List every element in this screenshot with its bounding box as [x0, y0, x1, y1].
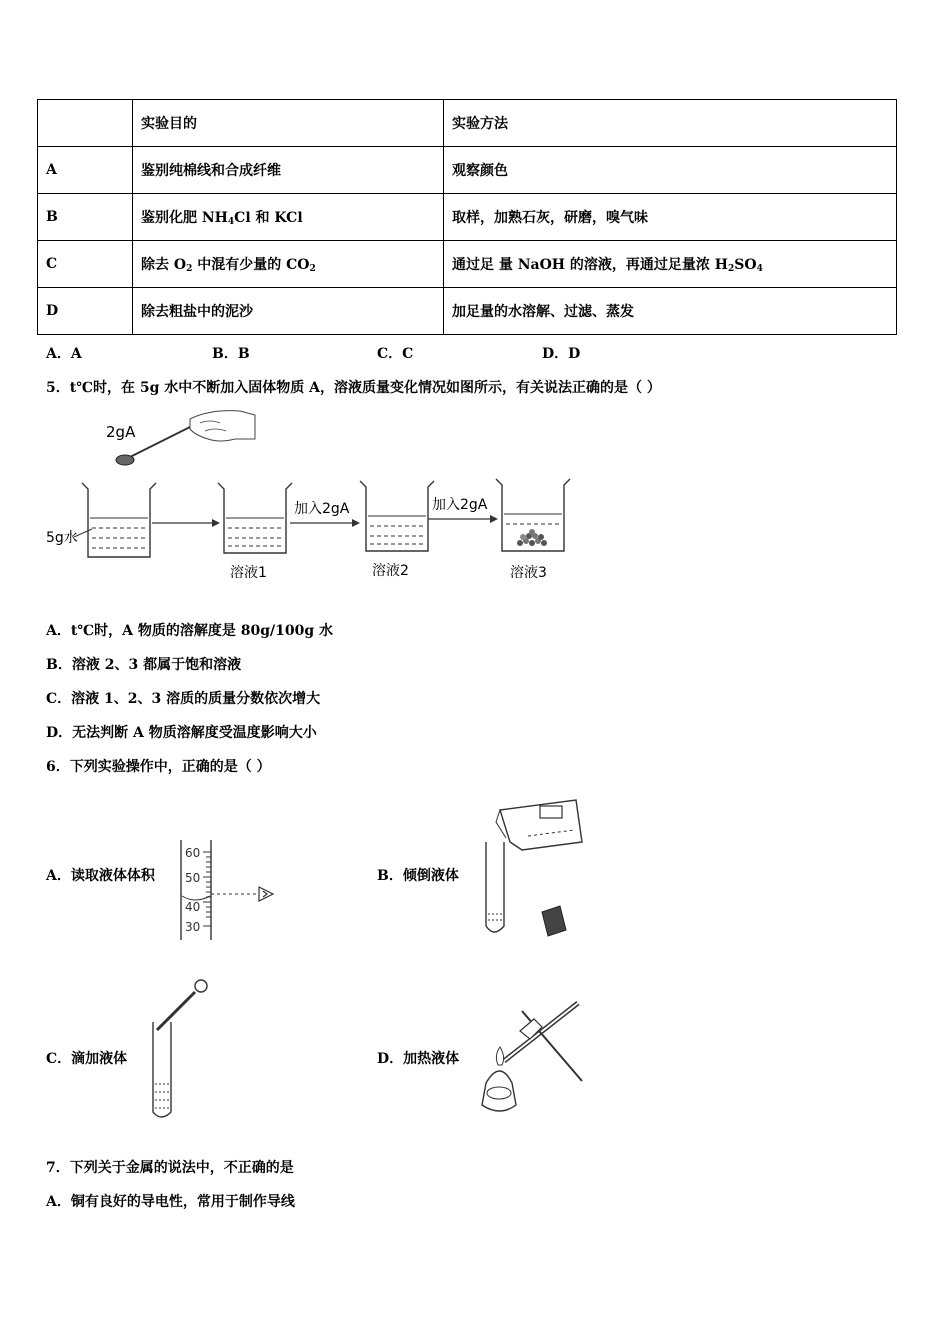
table-cell	[38, 100, 133, 147]
cylinder-tick-60: 60	[185, 846, 201, 860]
pouring-liquid-figure	[478, 796, 588, 944]
arrow-1	[152, 519, 220, 527]
solution-3-label: 溶液3	[510, 565, 547, 581]
row-method: 加足量的水溶解、过滤、蒸发	[444, 288, 897, 335]
hand-with-spoon-illustration	[116, 411, 255, 465]
flame-icon	[496, 1047, 503, 1065]
q5-option-d: D．无法判断 A 物质溶解度受温度影响大小	[46, 725, 317, 741]
eye-icon	[259, 887, 273, 901]
q5-stem: 5．t℃时，在 5g 水中不断加入固体物质 A，溶液质量变化情况如图所示，有关说法正确的是（ ）	[46, 380, 661, 396]
add-label-1: 加入2gA	[294, 501, 350, 517]
dropping-liquid-figure	[145, 978, 215, 1123]
q4-option-a: A．A	[46, 346, 82, 362]
q6-option-c: C．滴加液体	[46, 1051, 128, 1067]
table-header-method: 实验方法	[444, 100, 897, 147]
table-row	[38, 288, 897, 335]
cylinder-tick-50: 50	[185, 871, 201, 885]
q6-stem: 6．下列实验操作中，正确的是（ ）	[46, 759, 271, 775]
table-row	[38, 194, 897, 241]
q5-option-c: C．溶液 1、2、3 溶质的质量分数依次增大	[46, 691, 321, 707]
row-label: A	[38, 147, 133, 194]
q7-stem: 7．下列关于金属的说法中，不正确的是	[46, 1160, 294, 1176]
q5-option-b: B．溶液 2、3 都属于饱和溶液	[46, 657, 242, 673]
q7-option-a: A．铜有良好的导电性，常用于制作导线	[46, 1194, 295, 1210]
row-label: C	[38, 241, 133, 288]
add-label-2: 加入2gA	[432, 497, 488, 513]
row-purpose: 除去粗盐中的泥沙	[133, 288, 444, 335]
q4-option-c: C．C	[377, 346, 414, 362]
arrow-2	[290, 519, 360, 527]
row-label: D	[38, 288, 133, 335]
table-header-row	[38, 100, 897, 147]
beaker-solution-3	[496, 479, 570, 551]
spoon-label: 2gA	[106, 423, 136, 441]
solution-1-label: 溶液1	[230, 565, 267, 581]
row-method: 观察颜色	[444, 147, 897, 194]
beaker-solution-1	[218, 483, 292, 553]
q5-dissolving-figure	[40, 405, 580, 590]
reading-cylinder-figure	[175, 838, 285, 943]
bottle-stopper-icon	[542, 906, 566, 936]
q5-option-a: A．t℃时，A 物质的溶解度是 80g/100g 水	[46, 623, 333, 639]
cylinder-tick-40: 40	[185, 900, 201, 914]
q4-option-d: D．D	[542, 346, 581, 362]
beaker-water	[82, 483, 156, 557]
row-method: 通过足 量 NaOH 的溶液，再通过足量浓 $H_2SO_4$	[444, 241, 897, 288]
table-row	[38, 147, 897, 194]
row-label: B	[38, 194, 133, 241]
q6-option-d: D．加热液体	[377, 1051, 460, 1067]
heating-liquid-figure	[470, 995, 590, 1120]
row-purpose: 除去 $O_2$ 中混有少量的 $CO_2$	[133, 241, 444, 288]
cylinder-tick-30: 30	[185, 920, 201, 934]
q4-option-b: B．B	[212, 346, 250, 362]
beaker-solution-2	[360, 481, 434, 551]
q6-option-b: B．倾倒液体	[377, 868, 459, 884]
row-purpose: 鉴别化肥 $NH_4Cl$ 和 KCl	[133, 194, 444, 241]
row-method: 取样，加熟石灰，研磨，嗅气味	[444, 194, 897, 241]
arrow-3	[428, 515, 498, 523]
q6-option-a: A．读取液体体积	[46, 868, 155, 884]
table-header-purpose: 实验目的	[133, 100, 444, 147]
table-row	[38, 241, 897, 288]
row-purpose: 鉴别纯棉线和合成纤维	[133, 147, 444, 194]
water-label: 5g水	[46, 530, 78, 546]
solution-2-label: 溶液2	[372, 563, 409, 579]
experiment-table	[37, 99, 897, 335]
